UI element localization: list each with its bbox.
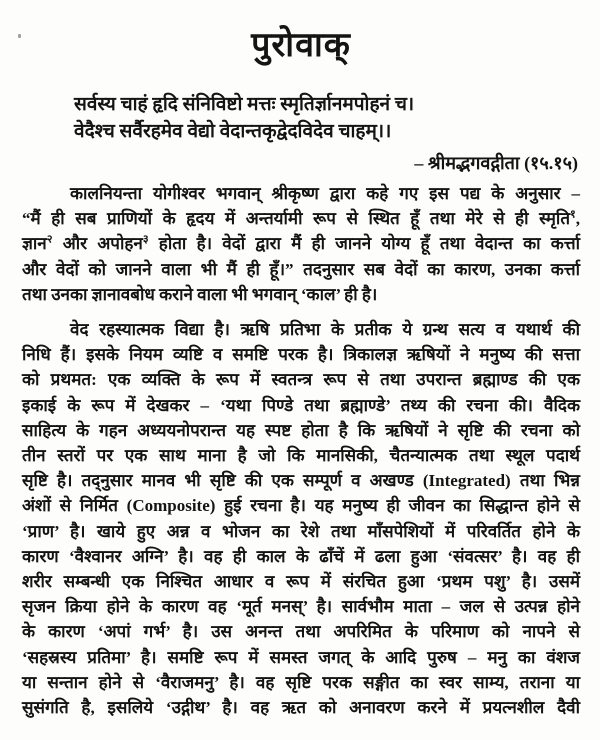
- text-line: इकाई के रूप में देखकर – ‘यथा पिण्डे तथा ब्रह्माण्डे’ तथ्य की रचना की। वैदिक: [22, 395, 580, 415]
- text-line: तथा उनका ज्ञानावबोध कराने वाला भी भगवान् ‘काल’ ही है।: [22, 284, 378, 304]
- text-line: शरीर सम्बन्धी एक निश्चित आधार व रूप में संरचित हुआ ‘प्रथम पशु’ है। उसमें: [22, 572, 580, 591]
- verse-line-1: सर्वस्य चाहं हृदि संनिविष्टो मत्तः स्मृतिर्ज्ञानमपोहनं च।: [74, 93, 415, 115]
- text-line: सुसंगति है, इसलिये ‘उद्गीथ’ है। वह ऋत को अनावरण करने में प्रयत्नशील दैवी: [22, 698, 580, 718]
- text-line: सृजन क्रिया होने के कारण वह ‘मूर्त मनस्’ है। सार्वभौम माता – जल से उत्पन्न होने: [22, 597, 580, 617]
- verse-attribution: – श्रीमद्भगवद्गीता (१५.१५): [414, 152, 578, 173]
- scan-speck: [18, 34, 21, 38]
- text-line: सृष्टि है। तद्नुसार मानव भी सृष्टि की एक सम्पूर्ण व अखण्ड (Integrated) तथा भिन्न: [22, 471, 580, 491]
- text-line: को प्रथमत: एक व्यक्ति के रूप में स्वतन्त्र रूप से तथा उपरान्त ब्रह्माण्ड की एक: [22, 370, 580, 390]
- text-line: अंशों से निर्मित (Composite) हुई रचना है। यह मनुष्य ही जीवन का सिद्धान्त होने से: [22, 496, 580, 516]
- text-line: निधि हैं। इसके नियम व्यष्टि व समष्टि परक है। त्रिकालज्ञ ऋषियों ने मनुष्य की सत्ता: [22, 345, 580, 365]
- page-title: पुरोवाक्: [251, 27, 351, 64]
- sanskrit-verse: [74, 91, 580, 145]
- text-line: ‘सहस्रस्य प्रतिमा’ है। समष्टि रूप में समस्त जगत् के आदि पुरुष – मनु का वंशज: [22, 647, 580, 667]
- text-line: ‘प्राण’ है। खाये हुए अन्न व भोजन का रेशे तथा माँसपेशियों में परिवर्तित होने के: [22, 521, 580, 541]
- paragraph-2: [22, 317, 580, 720]
- text-line: या सन्तान होने से ‘वैराजमनु’ है। वह सृष्टि परक सङ्गीत का स्वर साम्य, तराना या: [22, 672, 580, 692]
- paragraph-1: [22, 181, 580, 307]
- text-line: ज्ञान$^२$ और अपोहन$^३$ होता है। वेदों द्वारा मैं ही जानने योग्य हूँ तथा वेदान्त का कर्त्ता: [22, 233, 580, 254]
- text-line: कालनियन्ता योगीश्वर भगवान् श्रीकृष्ण द्वारा कहे गए इस पद्य के अनुसार –: [70, 183, 580, 203]
- text-line: और वेदों को जानने वाला भी मैं ही हूँ।” तदनुसार सब वेदों का कारण, उनका कर्त्ता: [22, 259, 580, 279]
- text-line: “मैं ही सब प्राणियों के हृदय में अन्तर्यामी रूप से स्थित हूँ तथा मेरे से ही स्मृति$^१$,: [22, 208, 580, 229]
- text-line: वेद रहस्यात्मक विद्या है। ऋषि प्रतिभा के प्रतीक ये ग्रन्थ सत्य व यथार्थ की: [70, 319, 580, 339]
- text-line: तीन स्तरों पर एक साथ माना है जो कि मानसिकी, चैतन्यात्मक तथा स्थूल पदार्थ: [22, 445, 580, 465]
- text-line: साहित्य के गहन अध्ययनोपरान्त यह स्पष्ट होता है कि ऋषियों ने सृष्टि की रचना को: [22, 420, 580, 440]
- text-line: के कारण ‘अपां गर्भ’ है। उस अनन्त तथा अपरिमित के परिमाण को नापने से: [22, 622, 580, 642]
- text-line: कारण ‘वैश्वानर अग्नि’ है। वह ही काल के ढाँचें में ढला हुआ ‘संवत्सर’ है। वह ही: [22, 546, 580, 566]
- verse-line-2: वेदैश्च सर्वैरहमेव वेद्यो वेदान्तकृद्वेदविदेव चाहम्।।: [74, 120, 392, 142]
